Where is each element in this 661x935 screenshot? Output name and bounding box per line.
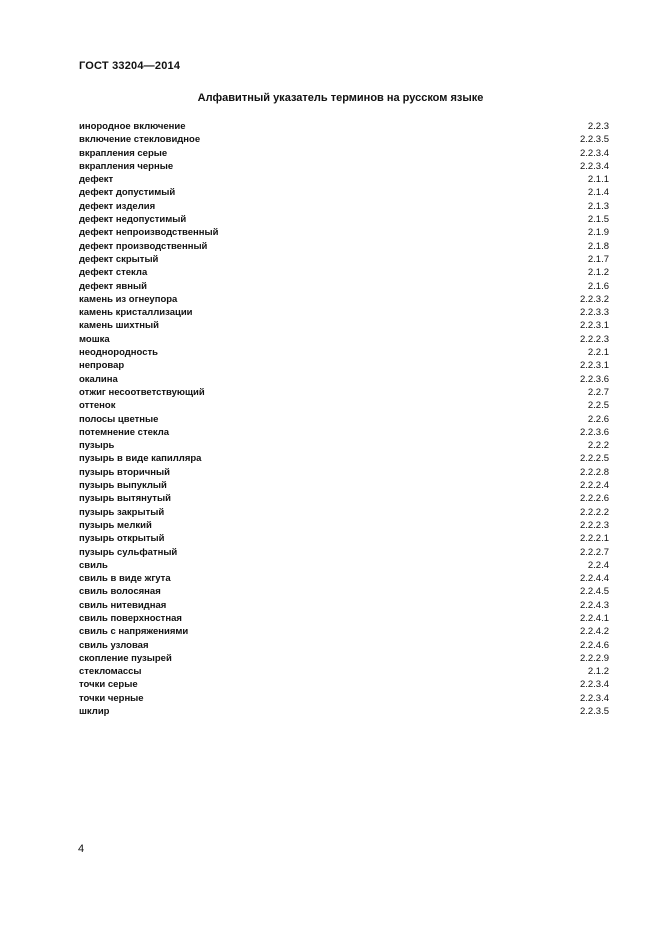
index-reference: 2.2.2.4 bbox=[579, 480, 609, 492]
index-entry bbox=[79, 386, 609, 399]
term-index bbox=[79, 120, 609, 718]
index-reference: 2.2.3.3 bbox=[579, 307, 609, 319]
index-reference: 2.2.3.1 bbox=[579, 320, 609, 332]
index-term: дефект непроизводственный bbox=[79, 227, 219, 239]
document-header: ГОСТ 33204—2014 bbox=[79, 60, 181, 72]
index-entry bbox=[79, 240, 609, 253]
index-entry bbox=[79, 280, 609, 293]
index-term: полосы цветные bbox=[79, 413, 159, 425]
index-term: дефект допустимый bbox=[79, 187, 176, 199]
index-entry bbox=[79, 639, 609, 652]
index-reference: 2.1.9 bbox=[587, 227, 609, 239]
index-entry bbox=[79, 359, 609, 372]
index-reference: 2.2.2.5 bbox=[579, 453, 609, 465]
index-entry bbox=[79, 665, 609, 678]
index-term: потемнение стекла bbox=[79, 426, 170, 438]
index-reference: 2.2.3.4 bbox=[579, 147, 609, 159]
index-entry bbox=[79, 373, 609, 386]
index-term: отжиг несоответствующий bbox=[79, 386, 205, 398]
index-reference: 2.1.7 bbox=[587, 253, 609, 265]
index-term: пузырь закрытый bbox=[79, 506, 165, 518]
index-reference: 2.2.3 bbox=[587, 121, 609, 132]
index-reference: 2.1.4 bbox=[587, 187, 609, 199]
index-term: камень шихтный bbox=[79, 320, 159, 332]
index-term: пузырь открытый bbox=[79, 533, 165, 545]
index-reference: 2.2.2.2 bbox=[579, 506, 609, 518]
index-reference: 2.2.3.5 bbox=[579, 134, 609, 146]
index-term: камень из огнеупора bbox=[79, 293, 178, 305]
index-reference: 2.2.3.2 bbox=[579, 293, 609, 305]
index-term: вкрапления серые bbox=[79, 147, 168, 159]
index-term: дефект bbox=[79, 174, 114, 186]
index-entry bbox=[79, 147, 609, 160]
index-reference: 2.2.3.6 bbox=[579, 373, 609, 385]
index-entry bbox=[79, 479, 609, 492]
index-term: пузырь выпуклый bbox=[79, 480, 167, 492]
index-reference: 2.1.5 bbox=[587, 214, 609, 226]
index-reference: 2.2.2 bbox=[587, 440, 609, 452]
index-term: дефект скрытый bbox=[79, 253, 159, 265]
index-reference: 2.2.1 bbox=[587, 347, 609, 359]
index-term: пузырь в виде капилляра bbox=[79, 453, 202, 465]
index-term: камень кристаллизации bbox=[79, 307, 193, 319]
index-entry bbox=[79, 506, 609, 519]
index-entry bbox=[79, 266, 609, 279]
index-term: пузырь вытянутый bbox=[79, 493, 171, 505]
index-term: дефект недопустимый bbox=[79, 214, 187, 226]
index-term: дефект явный bbox=[79, 280, 147, 292]
index-entry bbox=[79, 173, 609, 186]
index-title: Алфавитный указатель терминов на русском языке bbox=[197, 92, 484, 104]
index-term: точки черные bbox=[79, 692, 144, 704]
index-reference: 2.2.3.4 bbox=[579, 679, 609, 691]
index-reference: 2.2.3.1 bbox=[579, 360, 609, 372]
index-entry bbox=[79, 120, 609, 133]
index-term: пузырь вторичный bbox=[79, 466, 170, 478]
index-reference: 2.2.4.4 bbox=[579, 573, 609, 585]
index-reference: 2.1.6 bbox=[587, 280, 609, 292]
index-entry bbox=[79, 692, 609, 705]
index-reference: 2.2.2.8 bbox=[579, 466, 609, 478]
index-entry bbox=[79, 226, 609, 239]
index-reference: 2.1.3 bbox=[587, 200, 609, 212]
index-term: вкрапления черные bbox=[79, 160, 174, 172]
index-entry bbox=[79, 133, 609, 146]
index-reference: 2.2.4.3 bbox=[579, 599, 609, 611]
index-reference: 2.2.4.2 bbox=[579, 626, 609, 638]
index-entry bbox=[79, 200, 609, 213]
index-reference: 2.2.3.4 bbox=[579, 692, 609, 704]
index-term: пузырь bbox=[79, 440, 115, 452]
index-term: дефект производственный bbox=[79, 240, 208, 252]
index-term: свиль с напряжениями bbox=[79, 626, 189, 638]
index-reference: 2.2.3.4 bbox=[579, 160, 609, 172]
index-entry bbox=[79, 253, 609, 266]
page-number: 4 bbox=[78, 843, 85, 855]
index-term: шклир bbox=[79, 706, 110, 718]
index-term: пузырь мелкий bbox=[79, 519, 152, 531]
index-entry bbox=[79, 492, 609, 505]
index-entry bbox=[79, 293, 609, 306]
index-reference: 2.1.2 bbox=[587, 267, 609, 279]
index-term: свиль поверхностная bbox=[79, 612, 182, 624]
index-term: скопление пузырей bbox=[79, 652, 172, 664]
index-term: непровар bbox=[79, 360, 125, 372]
index-entry bbox=[79, 319, 609, 332]
index-entry bbox=[79, 452, 609, 465]
index-entry bbox=[79, 572, 609, 585]
index-reference: 2.2.4.5 bbox=[579, 586, 609, 598]
index-term: пузырь сульфатный bbox=[79, 546, 178, 558]
index-reference: 2.1.2 bbox=[587, 666, 609, 678]
index-term: включение стекловидное bbox=[79, 134, 201, 146]
index-term: окалина bbox=[79, 373, 118, 385]
index-term: свиль в виде жгута bbox=[79, 573, 171, 585]
index-reference: 2.2.6 bbox=[587, 413, 609, 425]
index-term: мошка bbox=[79, 333, 110, 345]
index-reference: 2.2.4 bbox=[587, 559, 609, 571]
index-entry bbox=[79, 678, 609, 691]
index-term: дефект стекла bbox=[79, 267, 148, 279]
index-term: точки серые bbox=[79, 679, 138, 691]
index-entry bbox=[79, 705, 609, 718]
index-entry bbox=[79, 399, 609, 412]
index-reference: 2.2.5 bbox=[587, 400, 609, 412]
index-entry bbox=[79, 559, 609, 572]
index-term: стекломассы bbox=[79, 666, 142, 678]
index-entry bbox=[79, 546, 609, 559]
index-reference: 2.2.2.1 bbox=[579, 533, 609, 545]
index-reference: 2.1.8 bbox=[587, 240, 609, 252]
index-entry bbox=[79, 612, 609, 625]
index-entry bbox=[79, 333, 609, 346]
index-entry bbox=[79, 519, 609, 532]
index-entry bbox=[79, 599, 609, 612]
index-term: свиль нитевидная bbox=[79, 599, 167, 611]
index-reference: 2.2.4.1 bbox=[579, 612, 609, 624]
index-entry bbox=[79, 160, 609, 173]
index-entry bbox=[79, 625, 609, 638]
index-term: оттенок bbox=[79, 400, 116, 412]
index-entry bbox=[79, 413, 609, 426]
index-entry bbox=[79, 585, 609, 598]
index-term: свиль волосяная bbox=[79, 586, 161, 598]
index-entry bbox=[79, 426, 609, 439]
index-reference: 2.1.1 bbox=[587, 174, 609, 186]
index-entry bbox=[79, 346, 609, 359]
index-entry bbox=[79, 466, 609, 479]
index-term: дефект изделия bbox=[79, 200, 156, 212]
index-entry bbox=[79, 652, 609, 665]
index-reference: 2.2.7 bbox=[587, 386, 609, 398]
index-entry bbox=[79, 306, 609, 319]
index-entry bbox=[79, 439, 609, 452]
index-term: неоднородность bbox=[79, 347, 158, 359]
index-reference: 2.2.3.5 bbox=[579, 706, 609, 718]
index-reference: 2.2.2.3 bbox=[579, 519, 609, 531]
index-term: свиль bbox=[79, 559, 108, 571]
index-reference: 2.2.3.6 bbox=[579, 426, 609, 438]
index-entry bbox=[79, 532, 609, 545]
index-term: свиль узловая bbox=[79, 639, 149, 651]
index-reference: 2.2.4.6 bbox=[579, 639, 609, 651]
index-reference: 2.2.2.6 bbox=[579, 493, 609, 505]
index-reference: 2.2.2.7 bbox=[579, 546, 609, 558]
index-reference: 2.2.2.3 bbox=[579, 333, 609, 345]
index-reference: 2.2.2.9 bbox=[579, 652, 609, 664]
index-term: инородное включение bbox=[79, 121, 186, 132]
index-entry bbox=[79, 213, 609, 226]
index-entry bbox=[79, 186, 609, 199]
